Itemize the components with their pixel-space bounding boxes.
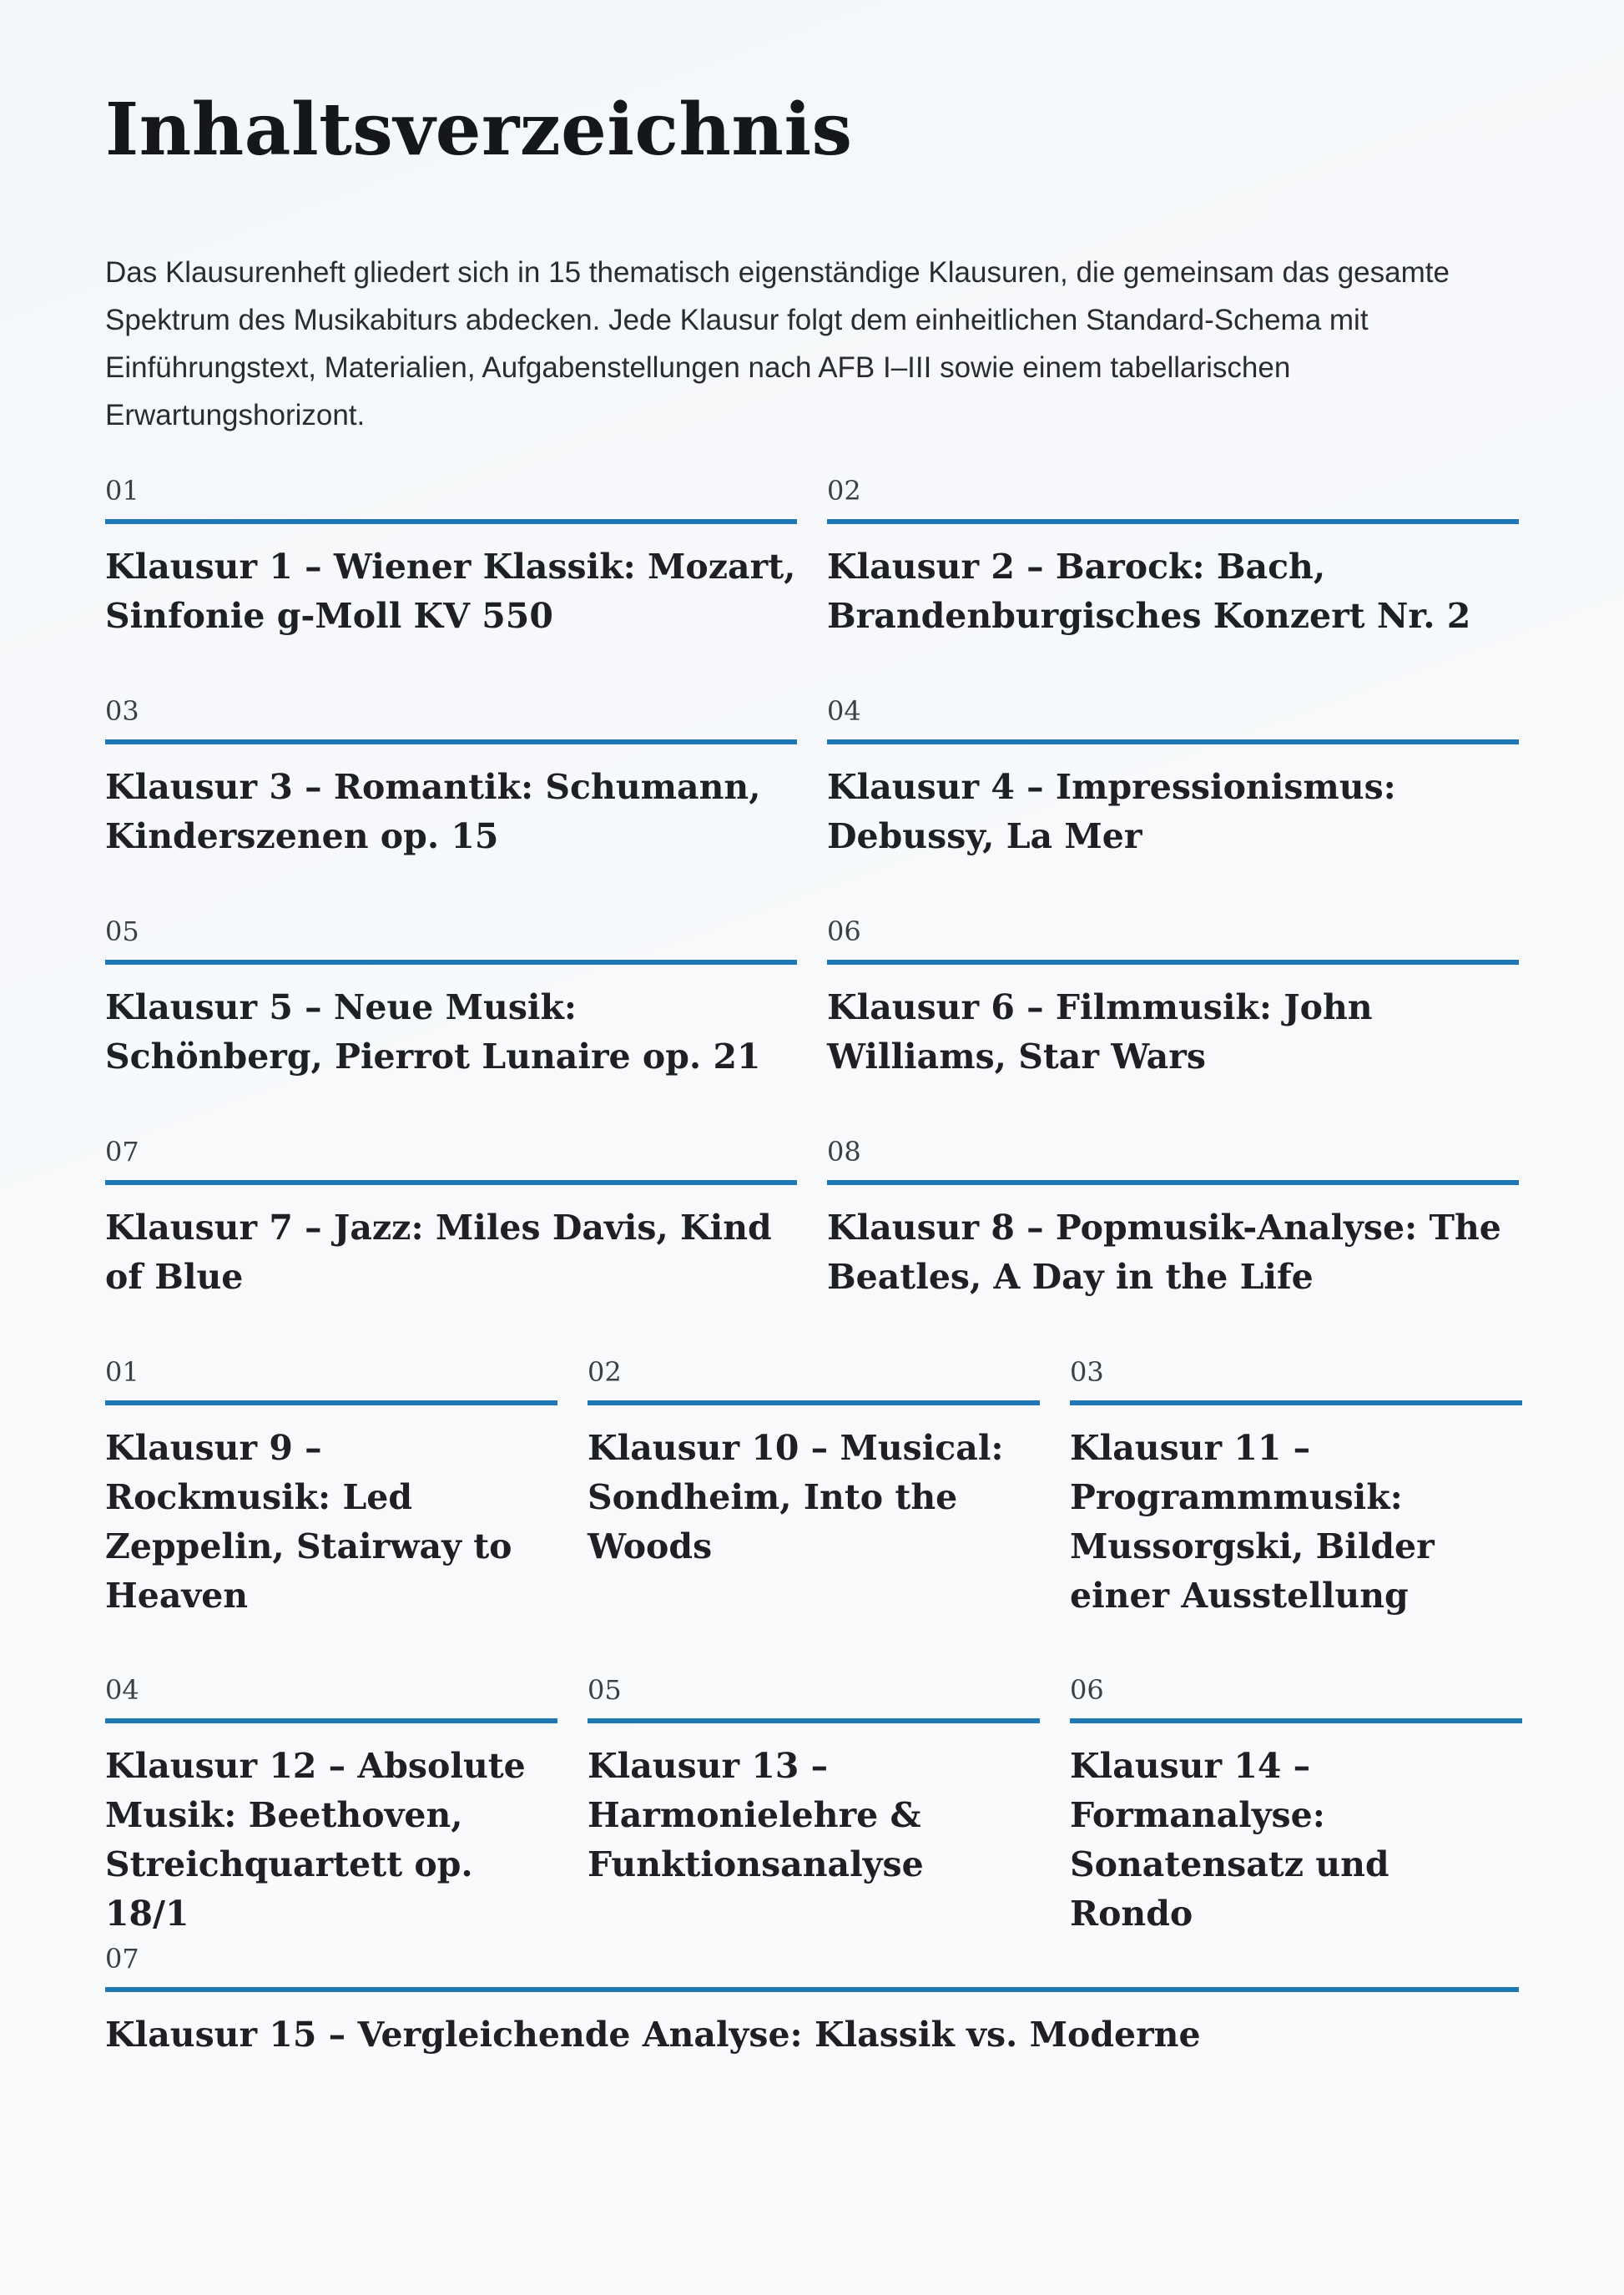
toc-entry-title: Klausur 6 – Filmmusik: John Williams, Star Wars xyxy=(827,987,1373,1077)
toc-entry-number: 01 xyxy=(105,474,797,524)
toc-entry-klausur-8[interactable] xyxy=(827,1135,1519,1355)
toc-entry-number: 05 xyxy=(588,1673,1040,1723)
toc-entry-number: 07 xyxy=(105,1135,797,1185)
toc-entry-klausur-13[interactable] xyxy=(588,1673,1040,1942)
toc-entry-number: 04 xyxy=(827,694,1519,744)
toc-entry-number: 08 xyxy=(827,1135,1519,1185)
toc-entry-klausur-14[interactable] xyxy=(1070,1673,1522,1942)
toc-entry-number: 03 xyxy=(1070,1355,1522,1405)
toc-entry-title: Klausur 14 – Formanalyse: Sonatensatz und Rondo xyxy=(1070,1746,1389,1934)
toc-entry-title: Klausur 2 – Barock: Bach, Brandenburgisches Konzert Nr. 2 xyxy=(827,547,1471,636)
toc-entry-klausur-5[interactable] xyxy=(105,915,797,1135)
toc-entry-klausur-4[interactable] xyxy=(827,694,1519,915)
toc-entry-number: 07 xyxy=(105,1942,1519,1992)
toc-entry-number: 04 xyxy=(105,1673,557,1723)
toc-entry-number: 01 xyxy=(105,1355,557,1405)
toc-entry-title: Klausur 4 – Impressionismus: Debussy, La Mer xyxy=(827,767,1396,856)
page-title: Inhaltsverzeichnis xyxy=(105,88,853,172)
toc-entry-klausur-3[interactable] xyxy=(105,694,797,915)
toc-entry-title: Klausur 1 – Wiener Klassik: Mozart, Sinfonie g-Moll KV 550 xyxy=(105,547,796,636)
toc-entry-klausur-10[interactable] xyxy=(588,1355,1040,1673)
toc-entry-title: Klausur 3 – Romantik: Schumann, Kinderszenen op. 15 xyxy=(105,767,761,856)
toc-one-column-section xyxy=(105,1942,1519,2060)
toc-entry-klausur-9[interactable] xyxy=(105,1355,557,1673)
toc-entry-title: Klausur 15 – Vergleichende Analyse: Klassik vs. Moderne xyxy=(105,2015,1201,2055)
toc-entry-klausur-12[interactable] xyxy=(105,1673,557,1942)
toc-entry-title: Klausur 7 – Jazz: Miles Davis, Kind of Blue xyxy=(105,1208,772,1297)
toc-entry-klausur-1[interactable] xyxy=(105,474,797,694)
toc-entry-title: Klausur 9 – Rockmusik: Led Zeppelin, Stairway to Heaven xyxy=(105,1428,512,1616)
toc-entry-number: 06 xyxy=(827,915,1519,965)
toc-entry-number: 06 xyxy=(1070,1673,1522,1723)
toc-entry-klausur-6[interactable] xyxy=(827,915,1519,1135)
toc-two-column-section xyxy=(105,474,1519,1355)
toc-entry-title: Klausur 10 – Musical: Sondheim, Into the Woods xyxy=(588,1428,1004,1566)
toc-entry-title: Klausur 13 – Harmonielehre & Funktionsanalyse xyxy=(588,1746,924,1884)
toc-entry-klausur-11[interactable] xyxy=(1070,1355,1522,1673)
toc-entry-number: 03 xyxy=(105,694,797,744)
toc-three-column-section xyxy=(105,1355,1519,1942)
toc-entry-klausur-15[interactable] xyxy=(105,1942,1519,2060)
toc-entry-title: Klausur 12 – Absolute Musik: Beethoven, Streichquartett op. 18/1 xyxy=(105,1746,526,1934)
toc-entry-number: 02 xyxy=(827,474,1519,524)
toc-entry-number: 05 xyxy=(105,915,797,965)
toc-entry-title: Klausur 11 – Programmmusik: Mussorgski, Bilder einer Ausstellung xyxy=(1070,1428,1435,1616)
intro-paragraph: Das Klausurenheft gliedert sich in 15 thematisch eigenständige Klausuren, die gemeinsam das gesamte Spektrum des Musikabiturs abdecken. Jede Klausur folgt dem einheitlichen Standard-Schema mit Einführungstext, Materialien, Aufgabenstellungen nach AFB I–III sowie einem tabellarischen Erwartungshorizont. xyxy=(105,256,1450,431)
toc-entry-number: 02 xyxy=(588,1355,1040,1405)
toc-entry-klausur-7[interactable] xyxy=(105,1135,797,1355)
toc-entry-title: Klausur 5 – Neue Musik: Schönberg, Pierrot Lunaire op. 21 xyxy=(105,987,761,1077)
toc-entry-klausur-2[interactable] xyxy=(827,474,1519,694)
toc-entry-title: Klausur 8 – Popmusik-Analyse: The Beatles, A Day in the Life xyxy=(827,1208,1501,1297)
